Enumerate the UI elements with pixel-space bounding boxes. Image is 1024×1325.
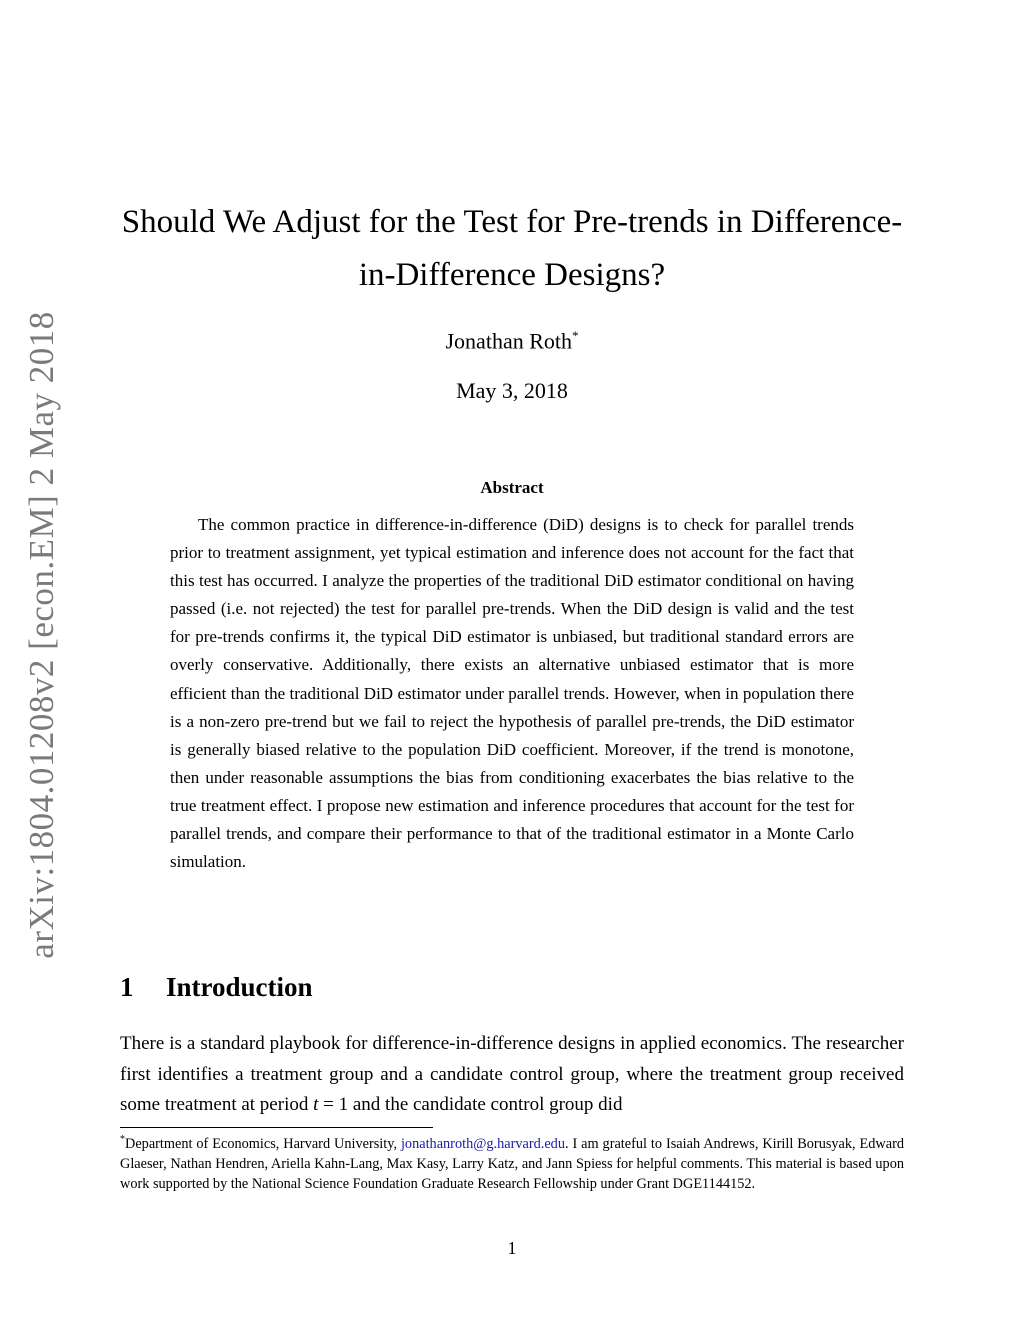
author-line (120, 328, 904, 354)
section-heading-introduction (120, 972, 313, 1003)
abstract-body: The common practice in difference-in-difference (DiD) designs is to check for parallel trends prior to treatment assignment, yet typical estimation and inference does not account for the fact that this test has occurred. I analyze the properties of the traditional DiD estimator conditional on having passed (i.e. not rejected) the test for parallel pre-trends. When the DiD design is valid and the test for pre-trends confirms it, the typical DiD estimator is unbiased, but traditional standard errors are overly conservative. Additionally, there exists an alternative unbiased estimator that is more efficient than the traditional DiD estimator under parallel trends. However, when in population there is a non-zero pre-trend but we fail to reject the hypothesis of parallel pre-trends, the DiD estimator is generally biased relative to the population DiD coefficient. Moreover, if the trend is monotone, then under reasonable assumptions the bias from conditioning exacerbates the bias relative to the true treatment effect. I propose new estimation and inference procedures that account for the test for parallel trends, and compare their performance to that of the traditional estimator in a Monte Carlo simulation. (170, 515, 854, 872)
author-name: Jonathan Roth (445, 328, 572, 354)
intro-math-variable: t (313, 1094, 319, 1115)
footnote-rule (120, 1127, 433, 1128)
footnote-mark: * (120, 1134, 125, 1145)
section-title: Introduction (166, 972, 313, 1002)
introduction-paragraph (120, 1029, 904, 1121)
footnote (120, 1130, 904, 1194)
abstract-heading: Abstract (480, 478, 544, 497)
intro-text-part2: = 1 and the candidate control group did (318, 1094, 623, 1115)
arxiv-identifier-stamp (14, 311, 70, 959)
footnote-text-part2: . I am grateful to Isaiah Andrews, Kirill Borusyak, Edward Glaeser, Nathan Hendren, Ariella Kahn-Lang, Max Kasy, Larry Katz, and Jann Spiess for helpful comments. This material is based upon work supported by the National Science Foundation Graduate Research Fellowship under Grant DGE1144152. (120, 1135, 905, 1192)
author-footnote-mark: * (572, 328, 579, 343)
footnote-text-part1: Department of Economics, Harvard University, (125, 1135, 401, 1152)
intro-text-part1: There is a standard playbook for difference-in-difference designs in applied economics. The researcher first identifies a treatment group and a candidate control group, where the treatment group received some treatment at period (120, 1033, 904, 1115)
page-number: 1 (507, 1238, 517, 1258)
paper-title: Should We Adjust for the Test for Pre-trends in Difference-in-Difference Designs? (121, 204, 903, 293)
paper-date: May 3, 2018 (456, 378, 568, 403)
arxiv-identifier-text: arXiv:1804.01208v2 [econ.EM] 2 May 2018 (22, 311, 61, 959)
author-email-link[interactable]: jonathanroth@g.harvard.edu (400, 1135, 565, 1152)
section-number: 1 (120, 972, 134, 1002)
